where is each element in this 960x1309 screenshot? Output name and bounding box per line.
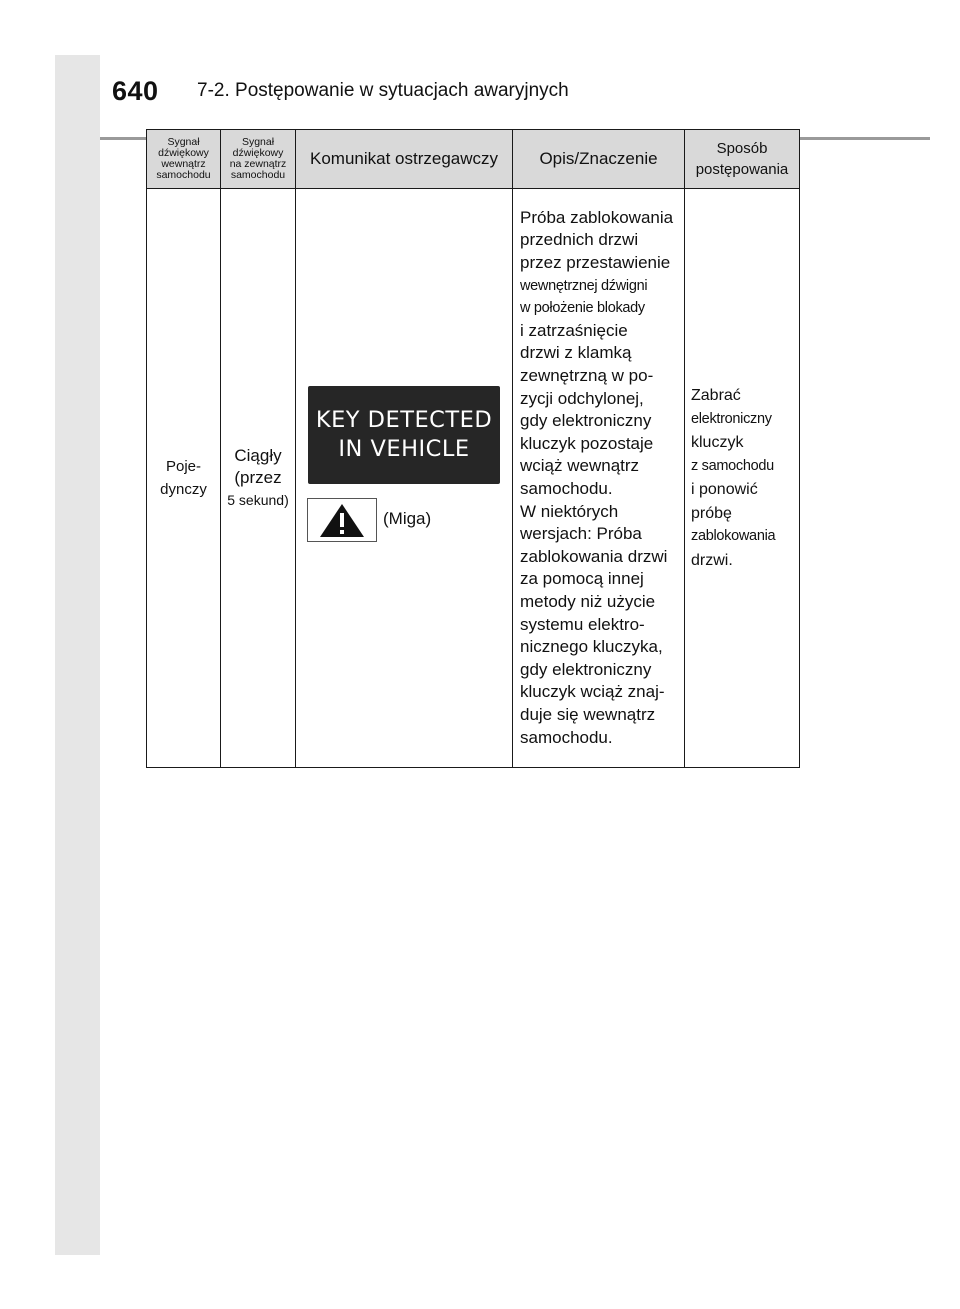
warning-table bbox=[146, 129, 800, 768]
side-strip bbox=[55, 55, 100, 1255]
cell-action: Zabrać elektroniczny kluczyk z samochodu i ponowić próbę zablokowania drzwi. bbox=[685, 189, 800, 768]
header-description: Opis/Znaczenie bbox=[513, 130, 685, 189]
header-warning-message: Komunikat ostrzegawczy bbox=[296, 130, 513, 189]
table-header-row bbox=[147, 130, 800, 189]
blink-label: (Miga) bbox=[383, 509, 432, 528]
multi-information-display bbox=[308, 386, 500, 484]
table-row bbox=[147, 189, 800, 768]
display-line-1: KEY DETECTED bbox=[315, 407, 493, 433]
warning-triangle-icon bbox=[307, 498, 377, 542]
header-outside-buzzer: Sygnał dźwiękowy na zewnątrz samochodu bbox=[221, 130, 296, 189]
cell-outside-buzzer: Ciągły (przez 5 sekund) bbox=[221, 189, 296, 768]
header-action: Sposób postępowania bbox=[685, 130, 800, 189]
cell-inside-buzzer: Poje- dynczy bbox=[147, 189, 221, 768]
chapter-title: 7-2. Postępowanie w sytuacjach awaryjnych bbox=[197, 80, 569, 101]
display-line-2: IN VEHICLE bbox=[338, 436, 470, 462]
page-header bbox=[100, 55, 930, 138]
cell-description: Próba zablokowania przednich drzwi przez przestawienie wewnętrznej dźwigni w położenie blokady i zatrzaśnięcie drzwi z klamką zewnętrzną w po- zycji odchylonej, gdy elektroniczny kluczyk pozostaje wciąż wewnątrz samochodu. W niektórych wersjach: Próba zablokowania drzwi za pomocą innej metody niż użycie systemu elektro- nicznego kluczyka, gdy elektroniczny kluczyk wciąż znaj- duje się wewnątrz samochodu. bbox=[513, 189, 685, 768]
page-number: 640 bbox=[112, 76, 159, 106]
header-inside-buzzer: Sygnał dźwiękowy wewnątrz samochodu bbox=[147, 130, 221, 189]
cell-warning-message bbox=[296, 189, 513, 768]
